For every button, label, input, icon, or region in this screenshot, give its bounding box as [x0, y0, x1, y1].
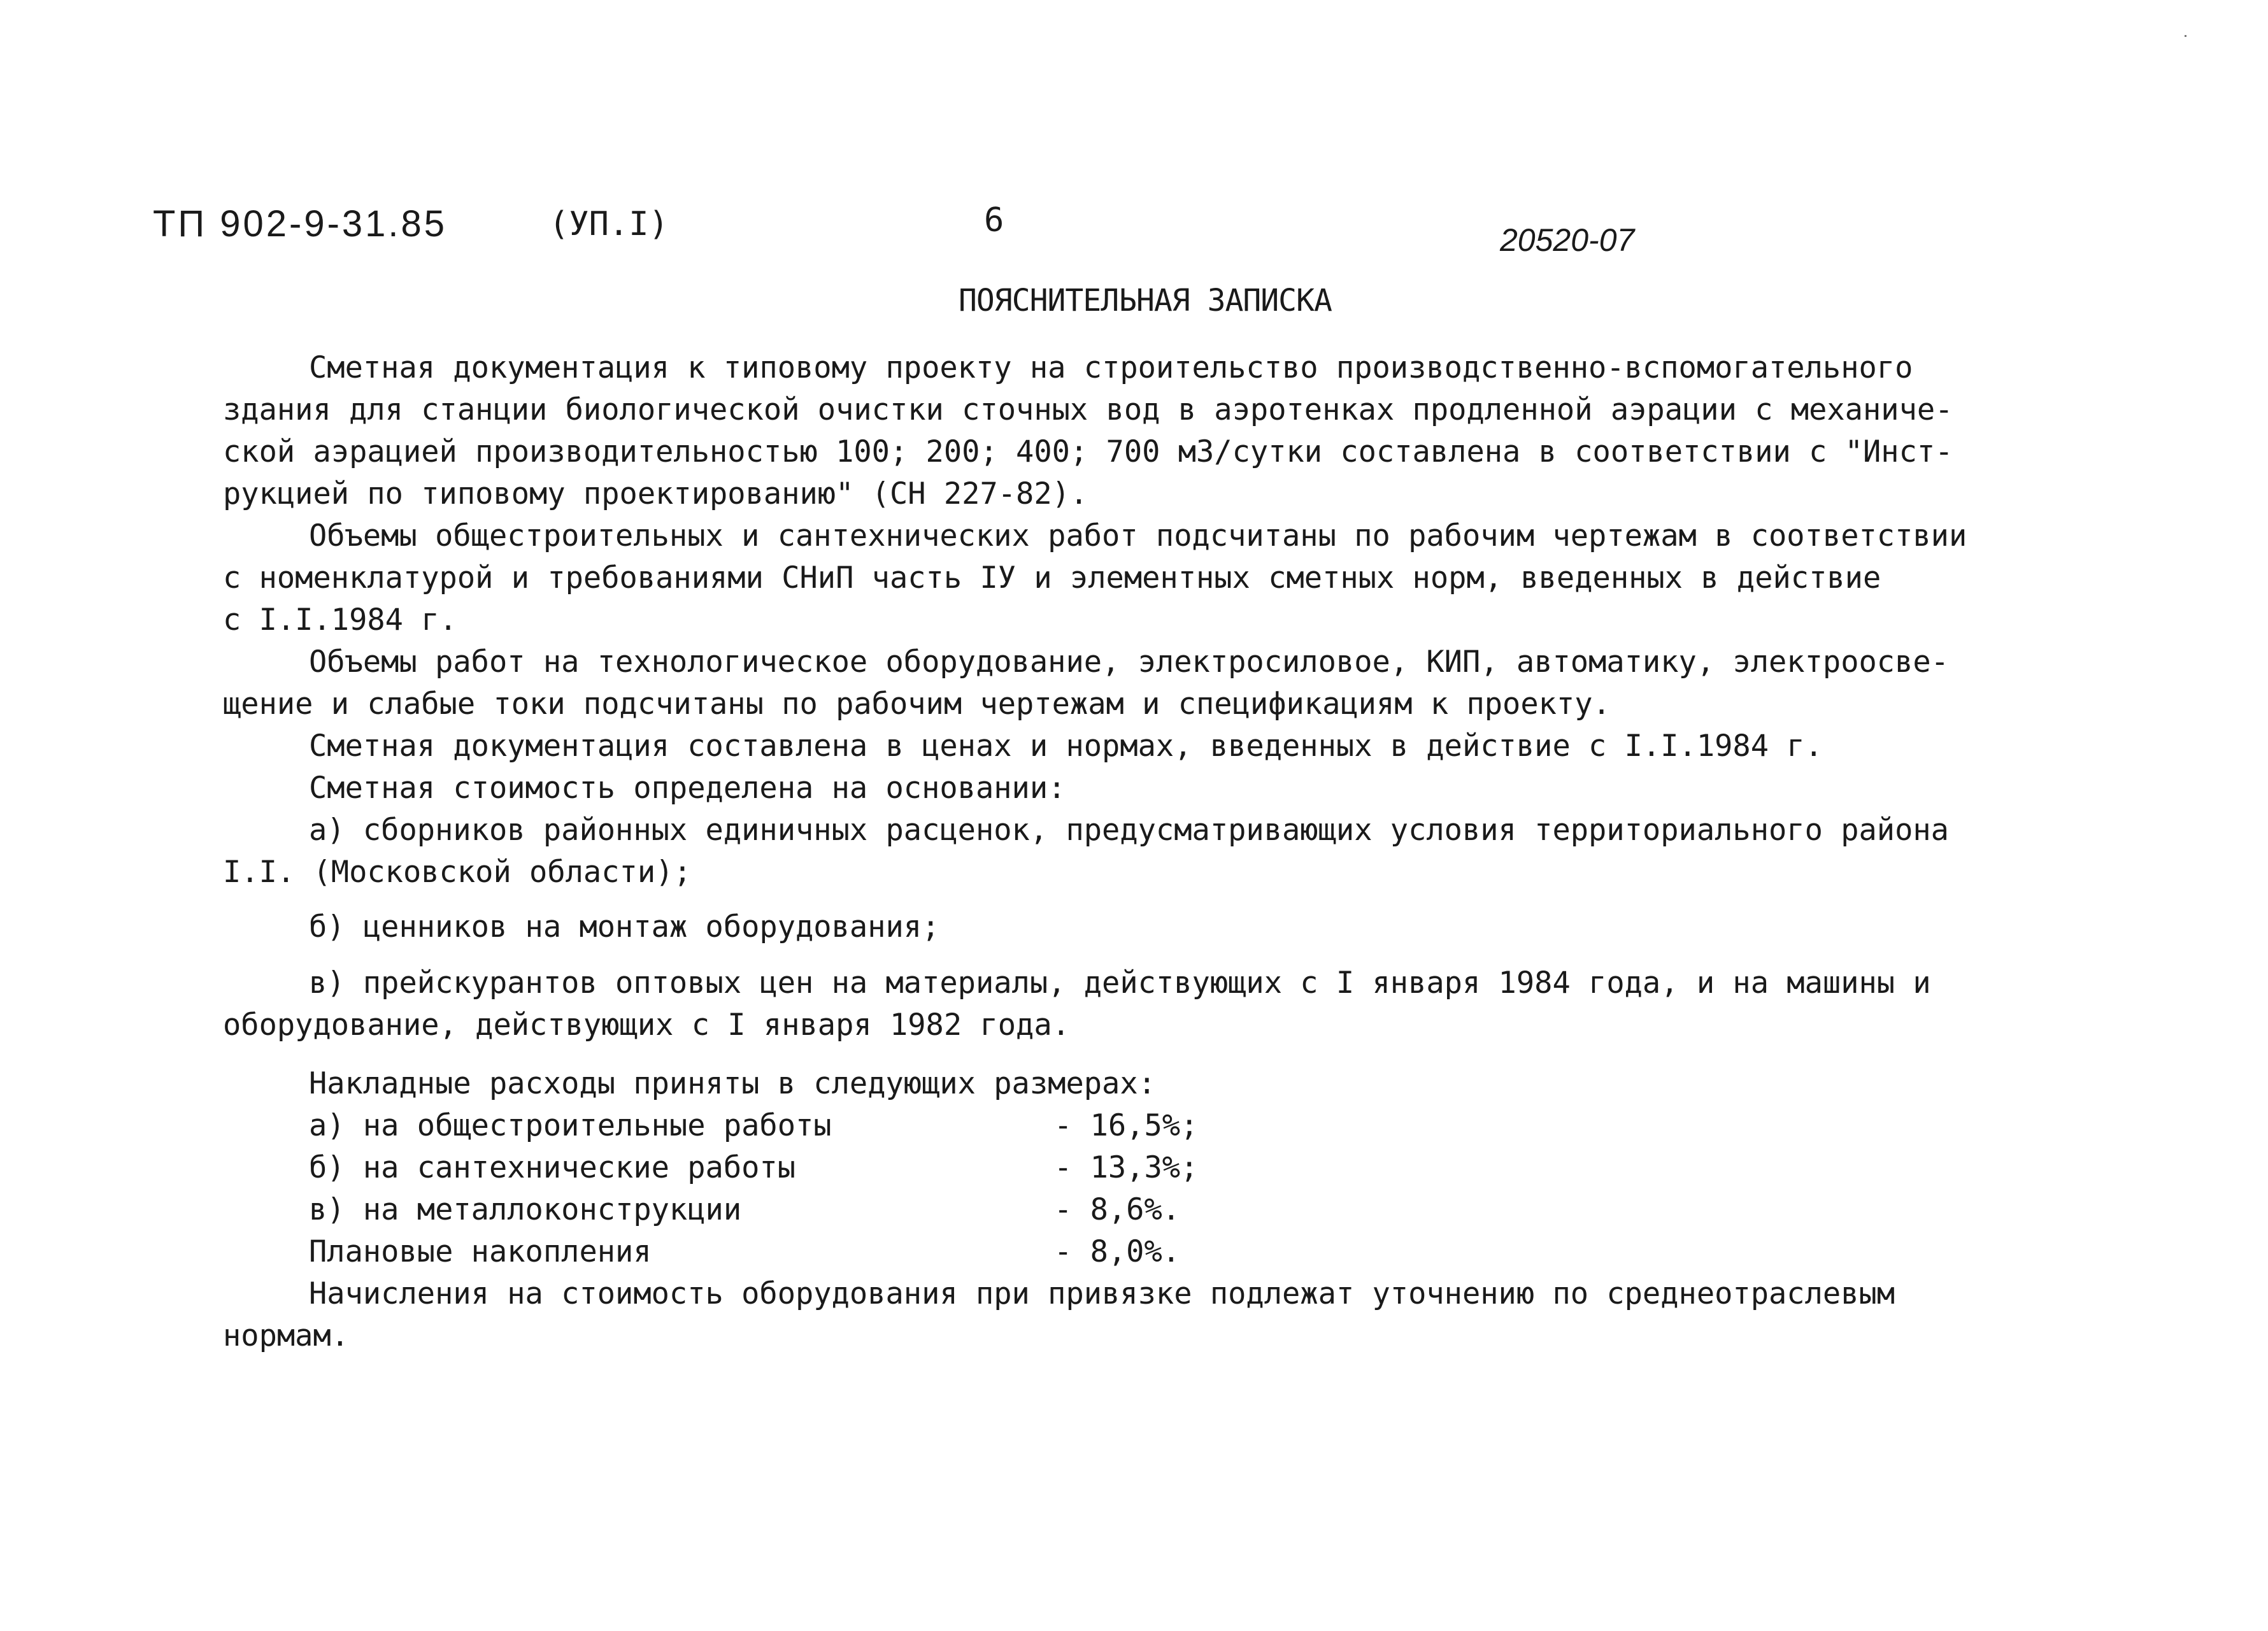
project-code: ТП 902-9-31.85: [153, 203, 448, 245]
paragraph-line: нормам.: [223, 1318, 350, 1353]
paragraph-line: Объемы работ на технологическое оборудование, электросиловое, КИП, автоматику, электроосве-: [309, 645, 1949, 680]
list-item-line: б) ценников на монтаж оборудования;: [309, 909, 940, 944]
paragraph-line: Сметная документация составлена в ценах и нормах, введенных в действие с I.I.1984 г.: [309, 729, 1823, 764]
document-body: [223, 347, 2134, 1357]
paragraph-line: ской аэрацией производительностью 100; 200; 400; 700 м3/сутки составлена в соответствии с "Инст-: [223, 434, 1953, 469]
paragraph-line: Начисления на стоимость оборудования при привязке подлежат уточнению по среднеотраслевым: [309, 1276, 1895, 1311]
page-number: 6: [984, 201, 1004, 239]
rate-value: - 13,3%;: [1054, 1150, 1199, 1185]
paragraph-line: здания для станции биологической очистки сточных вод в аэротенках продленной аэрации с механиче-: [223, 392, 1953, 427]
paragraph-line: Объемы общестроительных и сантехнических работ подсчитаны по рабочим чертежам в соответствии: [309, 518, 1967, 553]
list-item-line: оборудование, действующих с I января 1982 года.: [223, 1008, 1070, 1043]
scan-mark: [2185, 35, 2186, 37]
rate-row: [223, 1231, 2134, 1273]
paragraph-line: рукцией по типовому проектированию" (СН 227-82).: [223, 476, 1088, 511]
list-item-line: а) сборников районных единичных расценок, предусматривающих условия территориального района: [309, 813, 1949, 848]
paragraph-line: щение и слабые токи подсчитаны по рабочим чертежам и спецификациям к проекту.: [223, 687, 1611, 722]
paragraph-line: Сметная документация к типовому проекту на строительство производственно-вспомогательного: [309, 350, 1913, 385]
paragraph-line: Сметная стоимость определена на основании:: [309, 771, 1066, 806]
paragraph-line: с номенклатурой и требованиями СНиП часть IУ и элементных сметных норм, введенных в действие: [223, 560, 1881, 595]
document-number: 20520-07: [1500, 222, 1635, 258]
list-item-line: в) прейскурантов оптовых цен на материалы, действующих с I января 1984 года, и на машины и: [309, 965, 1931, 1001]
rate-row: [223, 1147, 2134, 1189]
rate-row: [223, 1105, 2134, 1147]
volume-label: (УП.I): [549, 205, 669, 243]
rate-label: а) на общестроительные работы: [309, 1108, 832, 1143]
page-title: ПОЯСНИТЕЛЬНАЯ ЗАПИСКА: [959, 283, 1332, 318]
rate-value: - 8,0%.: [1054, 1234, 1181, 1269]
rate-label: б) на сантехнические работы: [309, 1150, 796, 1185]
rate-label: в) на металлоконструкции: [309, 1192, 742, 1227]
rate-value: - 8,6%.: [1054, 1192, 1181, 1227]
list-item-line: I.I. (Московской области);: [223, 855, 692, 890]
paragraph-line: с I.I.1984 г.: [223, 602, 457, 637]
rate-row: [223, 1189, 2134, 1231]
rate-label: Плановые накопления: [309, 1234, 652, 1269]
rate-value: - 16,5%;: [1054, 1108, 1199, 1143]
paragraph-line: Накладные расходы приняты в следующих размерах:: [309, 1066, 1156, 1101]
